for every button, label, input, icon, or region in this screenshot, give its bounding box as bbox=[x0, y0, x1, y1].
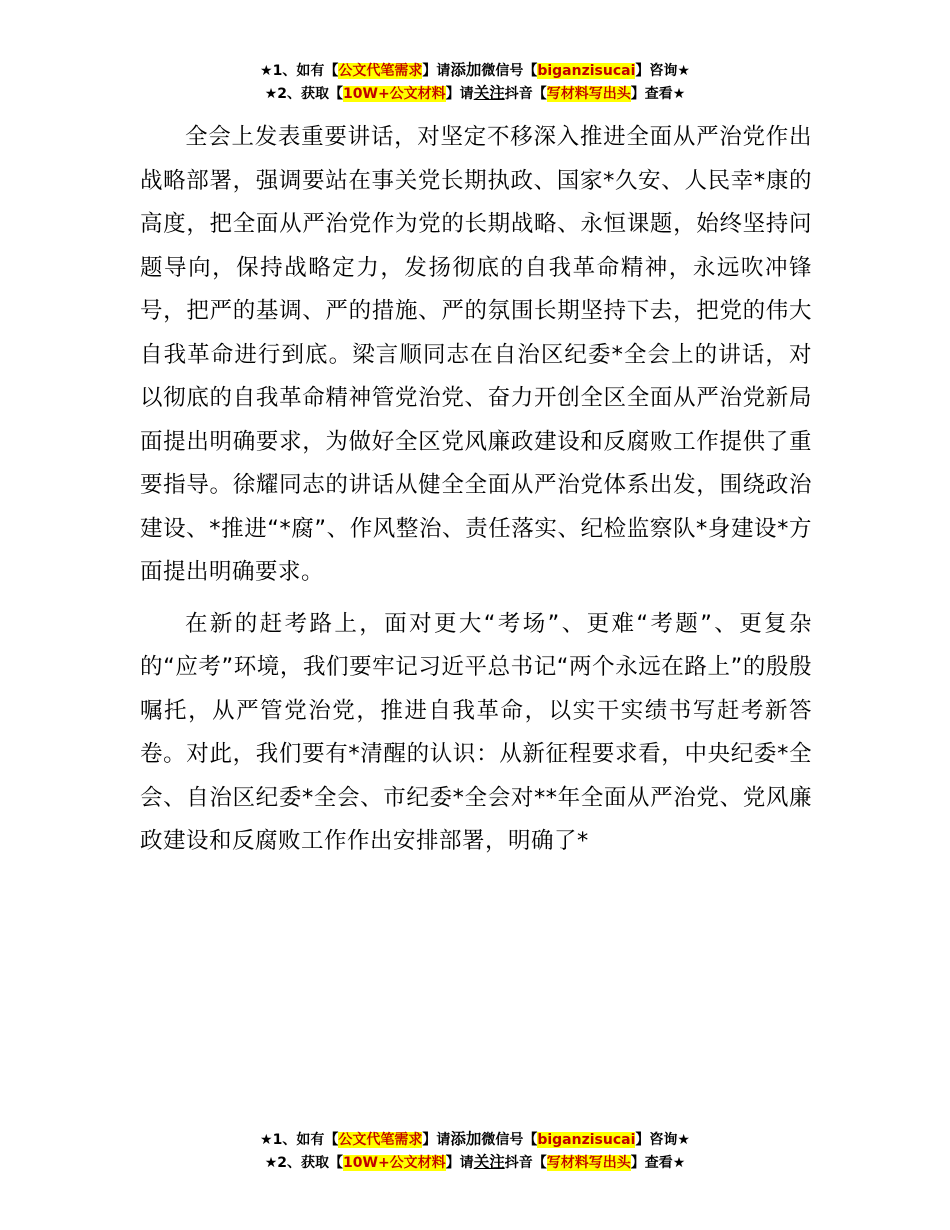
banner-highlight: 10W+公文材料 bbox=[343, 86, 446, 102]
banner-highlight: 10W+公文材料 bbox=[343, 1155, 446, 1171]
banner-text: ★2、获取【 bbox=[264, 86, 344, 102]
banner-line-2 bbox=[0, 82, 950, 105]
banner-text: 】请 bbox=[445, 1155, 474, 1171]
footer-banner bbox=[0, 1128, 950, 1174]
banner-text: 抖音【 bbox=[504, 86, 547, 102]
banner-emphasis: 关注 bbox=[473, 1153, 505, 1171]
banner-line-1 bbox=[0, 59, 950, 82]
banner-highlight: 公文代笔需求 bbox=[338, 63, 423, 79]
paragraph: 在新的赶考路上，面对更大“考场”、更难“考题”、更复杂的“应考”环境，我们要牢记习近平总书记“两个永远在路上”的殷殷嘱托，从严管党治党，推进自我革命，以实干实绩书写赶考新答卷。对此，我们要有*清醒的认识：从新征程要求看，中央纪委*全会、自治区纪委*全会、市纪委*全会对**年全面从严治党、党风廉政建设和反腐败工作作出安排部署，明确了* bbox=[140, 610, 812, 854]
banner-emphasis: 添加 bbox=[450, 61, 482, 79]
banner-text: 】咨询★ bbox=[635, 63, 690, 79]
header-banner bbox=[0, 59, 950, 105]
paragraph: 全会上发表重要讲话，对坚定不移深入推进全面从严治党作出战略部署，强调要站在事关党长期执政、国家*久安、人民幸*康的高度，把全面从严治党作为党的长期战略、永恒课题，始终坚持问题导向，保持战略定力，发扬彻底的自我革命精神，永远吹冲锋号，把严的基调、严的措施、严的氛围长期坚持下去，把党的伟大自我革命进行到底。梁言顺同志在自治区纪委*全会上的讲话，对以彻底的自我革命精神管党治党、奋力开创全区全面从严治党新局面提出明确要求，为做好全区党风廉政建设和反腐败工作提供了重要指导。徐耀同志的讲话从健全全面从严治党体系出发，围绕政治建设、*推进“*腐”、作风整治、责任落实、纪检监察队*身建设*方面提出明确要求。 bbox=[140, 124, 812, 585]
banner-emphasis: 关注 bbox=[473, 84, 505, 102]
banner-text: 微信号【 bbox=[481, 63, 538, 79]
banner-line-1 bbox=[0, 1128, 950, 1151]
document-body bbox=[140, 116, 812, 872]
banner-text: 】查看★ bbox=[630, 1155, 686, 1171]
banner-douyin-id: 写材料写出头 bbox=[546, 1155, 631, 1171]
banner-highlight: 公文代笔需求 bbox=[338, 1132, 423, 1148]
banner-text: 】请 bbox=[422, 63, 451, 79]
banner-text: ★1、如有【 bbox=[260, 63, 339, 79]
banner-text: 】请 bbox=[422, 1132, 451, 1148]
banner-wechat-id: biganzisucai bbox=[537, 1132, 636, 1148]
banner-text: 微信号【 bbox=[481, 1132, 538, 1148]
banner-wechat-id: biganzisucai bbox=[537, 63, 636, 79]
banner-emphasis: 添加 bbox=[450, 1130, 482, 1148]
banner-text: 抖音【 bbox=[504, 1155, 547, 1171]
banner-text: 】查看★ bbox=[630, 86, 686, 102]
banner-douyin-id: 写材料写出头 bbox=[546, 86, 631, 102]
banner-text: 】咨询★ bbox=[635, 1132, 690, 1148]
banner-text: 】请 bbox=[445, 86, 474, 102]
banner-text: ★1、如有【 bbox=[260, 1132, 339, 1148]
banner-line-2 bbox=[0, 1151, 950, 1174]
banner-text: ★2、获取【 bbox=[264, 1155, 344, 1171]
